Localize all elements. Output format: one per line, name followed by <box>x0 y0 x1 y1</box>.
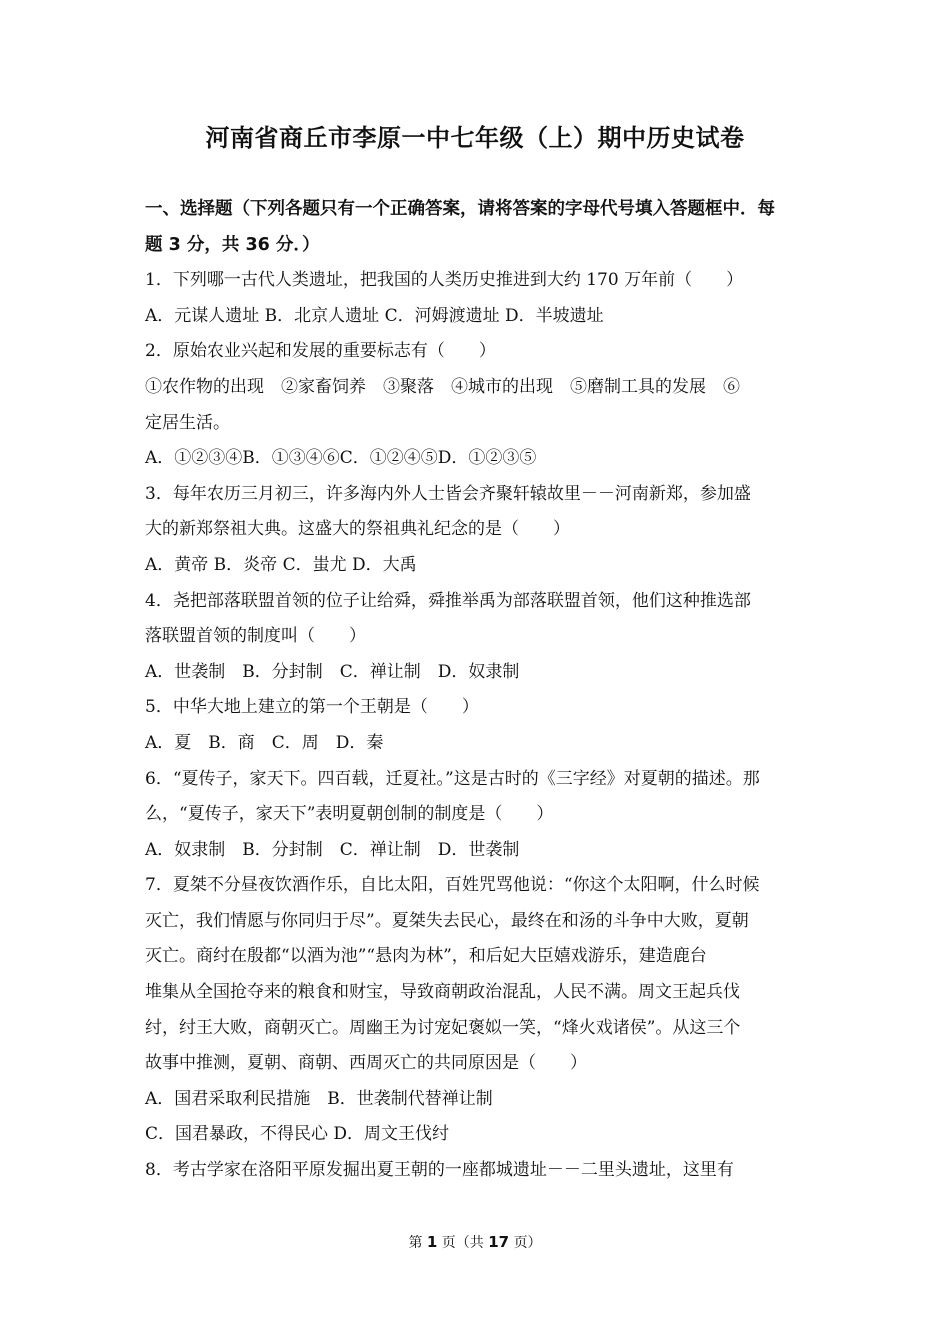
question-7-options: A．国君采取利民措施 B．世袭制代替禅让制 <box>145 1088 493 1109</box>
question-7-line: 灭亡。商纣在殷都“以酒为池”“悬肉为林”，和后妃大臣嬉戏游乐，建造鹿台 <box>145 946 707 967</box>
footer-middle: 页（共 <box>441 1235 484 1251</box>
question-1-options: A．元谋人遗址 B．北京人遗址 C．河姆渡遗址 D．半坡遗址 <box>145 305 604 326</box>
question-6-line: 么，“夏传子，家天下”表明夏朝创制的制度是（ ） <box>145 804 554 825</box>
question-7-line: 纣，纣王大败，商朝灭亡。周幽王为讨宠妃褒姒一笑，“烽火戏诸侯”。从这三个 <box>145 1017 741 1038</box>
question-2-line: 定居生活。 <box>145 412 230 433</box>
question-2-options: A．①②③④B．①③④⑥C．①②④⑤D．①②③⑤ <box>145 448 537 469</box>
page-footer <box>0 1232 950 1252</box>
question-4-line: 4．尧把部落联盟首领的位子让给舜，舜推举禹为部落联盟首领，他们这种推选部 <box>145 590 751 611</box>
document-body <box>145 192 810 1189</box>
question-4-line: 落联盟首领的制度叫（ ） <box>145 626 366 647</box>
question-7-line: 堆集从全国抢夺来的粮食和财宝，导致商朝政治混乱，人民不满。周文王起兵伐 <box>145 982 740 1003</box>
section-heading-line: 一、选择题（下列各题只有一个正确答案，请将答案的字母代号填入答题框中．每 <box>145 199 775 219</box>
question-3-line: 大的新郑祭祖大典。这盛大的祭祖典礼纪念的是（ ） <box>145 519 570 540</box>
footer-prefix: 第 <box>408 1235 423 1251</box>
question-2-line: 2．原始农业兴起和发展的重要标志有（ ） <box>145 341 496 362</box>
document-title: 河南省商丘市李原一中七年级（上）期中历史试卷 <box>205 124 745 152</box>
question-6-options: A．奴隶制 B．分封制 C．禅让制 D．世袭制 <box>145 839 520 860</box>
footer-suffix: 页） <box>513 1235 542 1251</box>
question-4-options: A．世袭制 B．分封制 C．禅让制 D．奴隶制 <box>145 661 520 682</box>
footer-page-number: 1 <box>426 1233 438 1251</box>
question-8-line: 8．考古学家在洛阳平原发掘出夏王朝的一座都城遗址－－二里头遗址，这里有 <box>145 1160 734 1181</box>
question-5-options: A．夏 B．商 C．周 D．秦 <box>145 732 384 753</box>
question-7-options: C．国君暴政，不得民心 D．周文王伐纣 <box>145 1124 450 1145</box>
question-1-line: 1．下列哪一古代人类遗址，把我国的人类历史推进到大约 170 万年前（ ） <box>145 270 744 291</box>
question-3-options: A．黄帝 B．炎帝 C．蚩尤 D．大禹 <box>145 554 417 575</box>
question-7-line: 灭亡，我们情愿与你同归于尽”。夏桀失去民心，最终在和汤的斗争中大败，夏朝 <box>145 910 749 931</box>
footer-total-pages: 17 <box>488 1233 510 1251</box>
question-5-line: 5．中华大地上建立的第一个王朝是（ ） <box>145 697 479 718</box>
question-7-line: 7．夏桀不分昼夜饮酒作乐，自比太阳，百姓咒骂他说：“你这个太阳啊，什么时候 <box>145 875 760 896</box>
section-heading-line: 题 3 分，共 36 分．） <box>145 234 320 255</box>
question-7-line: 故事中推测，夏朝、商朝、西周灭亡的共同原因是（ ） <box>145 1053 587 1074</box>
question-3-line: 3．每年农历三月初三，许多海内外人士皆会齐聚轩辕故里－－河南新郑，参加盛 <box>145 483 751 504</box>
question-2-line: ①农作物的出现 ②家畜饲养 ③聚落 ④城市的出现 ⑤磨制工具的发展 ⑥ <box>145 376 740 397</box>
question-6-line: 6．“夏传子，家天下。四百载，迁夏社。”这是古时的《三字经》对夏朝的描述。那 <box>145 768 760 789</box>
